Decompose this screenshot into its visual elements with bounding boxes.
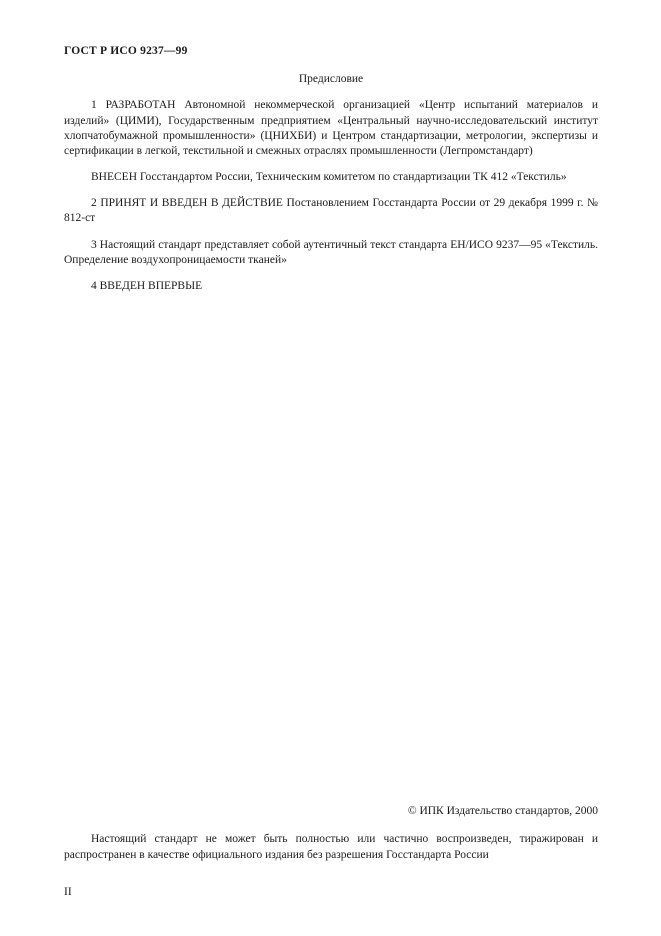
paragraph-adopted: 2 ПРИНЯТ И ВВЕДЕН В ДЕЙСТВИЕ Постановлением Госстандарта России от 29 декабря 1999 г. № 812-ст <box>64 197 598 225</box>
section-title: Предисловие <box>298 73 364 86</box>
copyright-line: © ИПК Издательство стандартов, 2000 <box>407 805 598 818</box>
paragraph-submitted: ВНЕСЕН Госстандартом России, Техническим комитетом по стандартизации ТК 412 «Текстиль» <box>91 171 567 184</box>
standard-code: ГОСТ Р ИСО 9237—99 <box>64 45 188 57</box>
page-number: II <box>64 885 72 898</box>
paragraph-first-introduced: 4 ВВЕДЕН ВПЕРВЫЕ <box>91 279 203 292</box>
vertical-spacer <box>64 294 598 804</box>
distribution-note: Настоящий стандарт не может быть полностью или частично воспроизведен, тиражирован и распространен в качестве официального издания без разрешения Госстандарта России <box>64 833 598 861</box>
paragraph-developed: 1 РАЗРАБОТАН Автономной некоммерческой организацией «Центр испытаний материалов и изделий» (ЦИМИ), Государственным предприятием «Центральный научно-исследовательский институт хлопчатобумажной промышленности» (ЦНИХБИ) и Центром стандартизации, метрологии, экспертизы и сертификации в легкой, текстильной и смежных отраслях промышленности (Легпромстандарт) <box>64 99 598 157</box>
paragraph-authentic-text: 3 Настоящий стандарт представляет собой аутентичный текст стандарта ЕН/ИСО 9237—95 «Текстиль. Определение воздухопроницаемости тканей» <box>64 238 598 266</box>
